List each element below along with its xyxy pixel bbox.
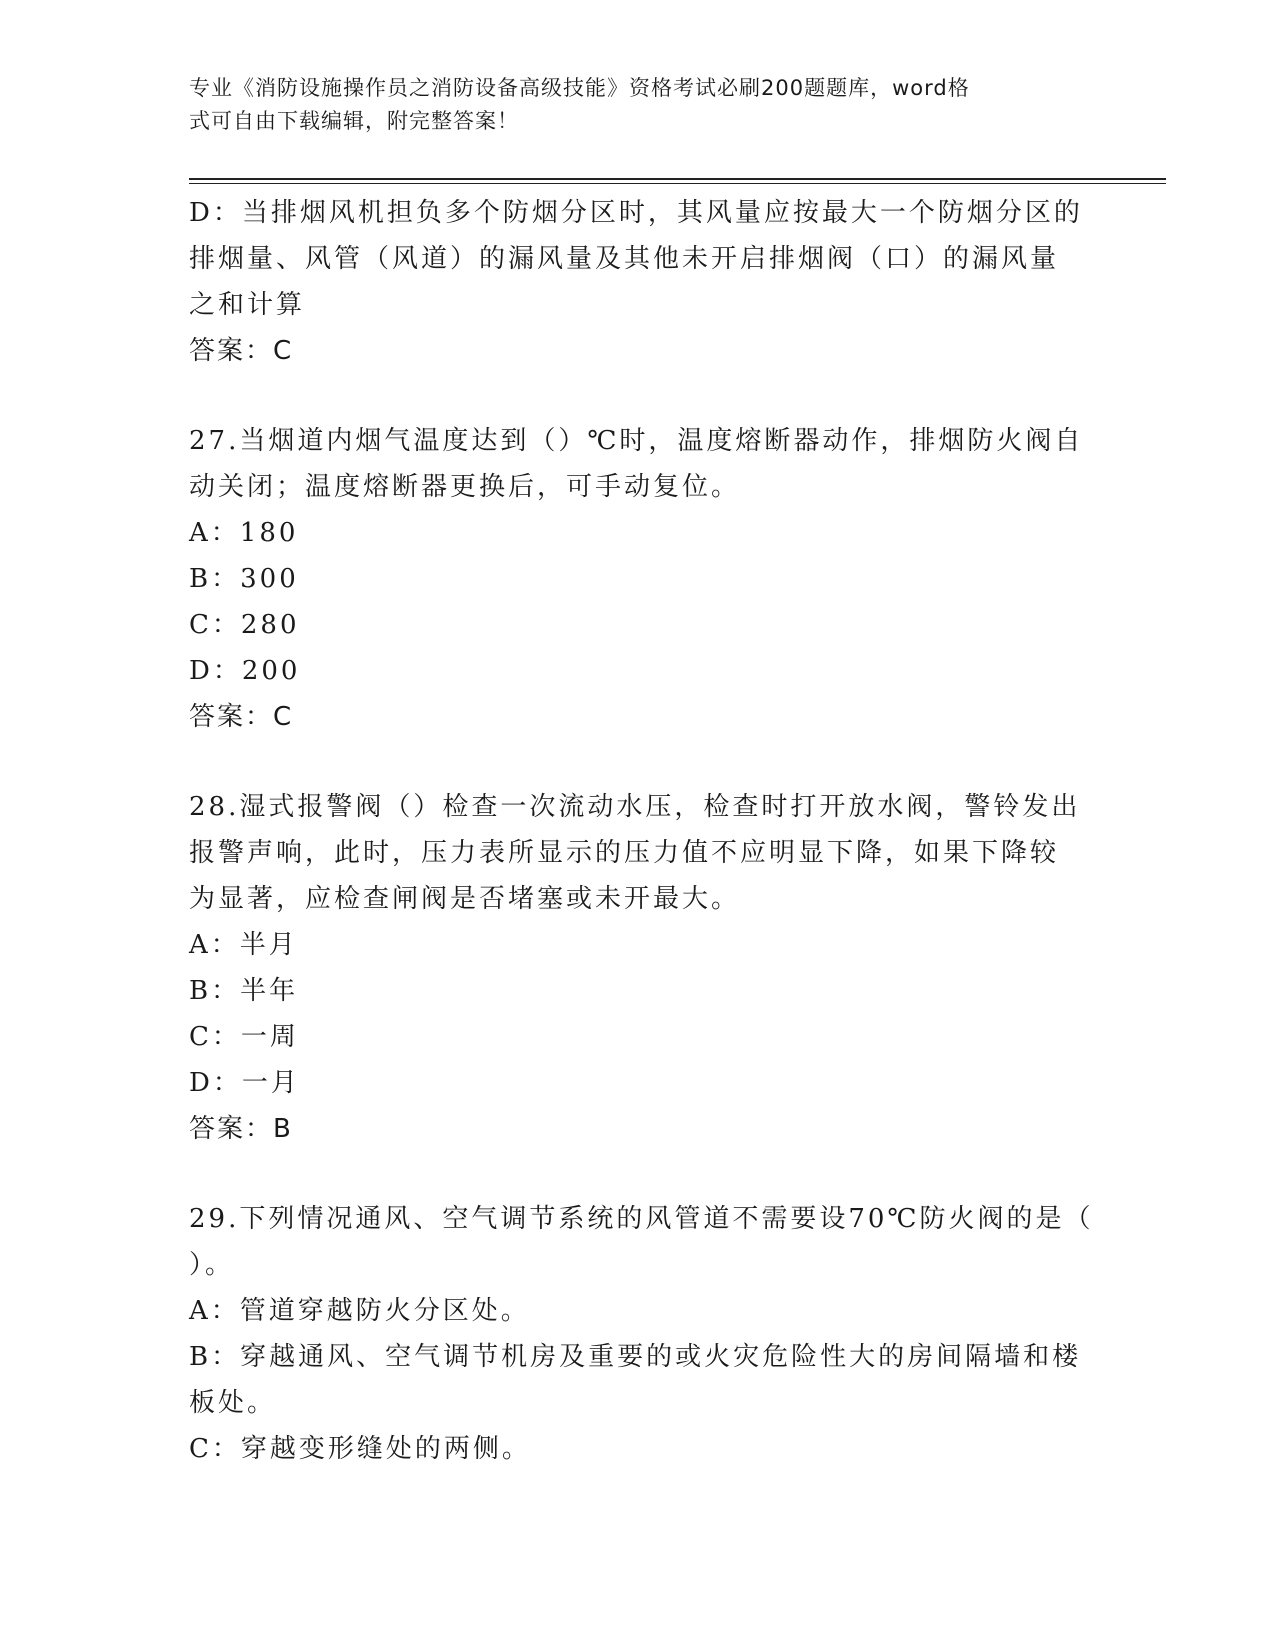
question-stem-line: 28.湿式报警阀（）检查一次流动水压，检查时打开放水阀，警铃发出 (189, 792, 1081, 822)
question-stem-line: ）。 (189, 1250, 235, 1280)
option-d-line: 排烟量、风管（风道）的漏风量及其他未开启排烟阀（口）的漏风量 (189, 244, 1060, 274)
question-27 (189, 418, 1089, 740)
spacer (189, 1152, 1089, 1196)
option-c: C：280 (189, 610, 300, 640)
page-header (189, 72, 1079, 138)
question-stem-line: 为显著，应检查闸阀是否堵塞或未开最大。 (189, 884, 741, 914)
question-stem-line: 报警声响，此时，压力表所显示的压力值不应明显下降，如果下降较 (189, 838, 1060, 868)
option-d: D：一月 (189, 1068, 300, 1098)
option-d: D：200 (189, 656, 301, 686)
option-b: B：穿越通风、空气调节机房及重要的或火灾危险性大的房间隔墙和楼 (189, 1342, 1082, 1372)
option-b-continued: 板处。 (189, 1388, 277, 1418)
option-a: A：管道穿越防火分区处。 (189, 1296, 530, 1326)
question-stem-line: 动关闭；温度熔断器更换后，可手动复位。 (189, 472, 741, 502)
question-stem-line: 29.下列情况通风、空气调节系统的风管道不需要设70℃防火阀的是（ (189, 1204, 1094, 1234)
option-b: B：300 (189, 564, 299, 594)
header-divider (189, 178, 1166, 184)
option-c: C：一周 (189, 1022, 299, 1052)
question-26-tail (189, 190, 1089, 374)
option-b: B：半年 (189, 976, 299, 1006)
question-28 (189, 784, 1089, 1152)
option-a: A：半月 (189, 930, 298, 960)
question-stem-line: 27.当烟道内烟气温度达到（）℃时，温度熔断器动作，排烟防火阀自 (189, 426, 1084, 456)
question-29 (189, 1196, 1094, 1472)
option-c: C：穿越变形缝处的两侧。 (189, 1434, 531, 1464)
spacer (189, 374, 1089, 418)
header-line: 专业《消防设施操作员之消防设备高级技能》资格考试必刷200题题库，word格 (189, 76, 970, 100)
answer-label: 答案：C (189, 702, 294, 732)
answer-label: 答案：B (189, 1114, 293, 1144)
header-line: 式可自由下载编辑，附完整答案！ (189, 109, 519, 133)
spacer (189, 740, 1089, 784)
option-a: A：180 (189, 518, 299, 548)
question-list (189, 190, 1094, 1472)
answer-label: 答案：C (189, 336, 294, 366)
option-d-line: 之和计算 (189, 290, 306, 320)
option-d-line: D：当排烟风机担负多个防烟分区时，其风量应按最大一个防烟分区的 (189, 198, 1083, 228)
